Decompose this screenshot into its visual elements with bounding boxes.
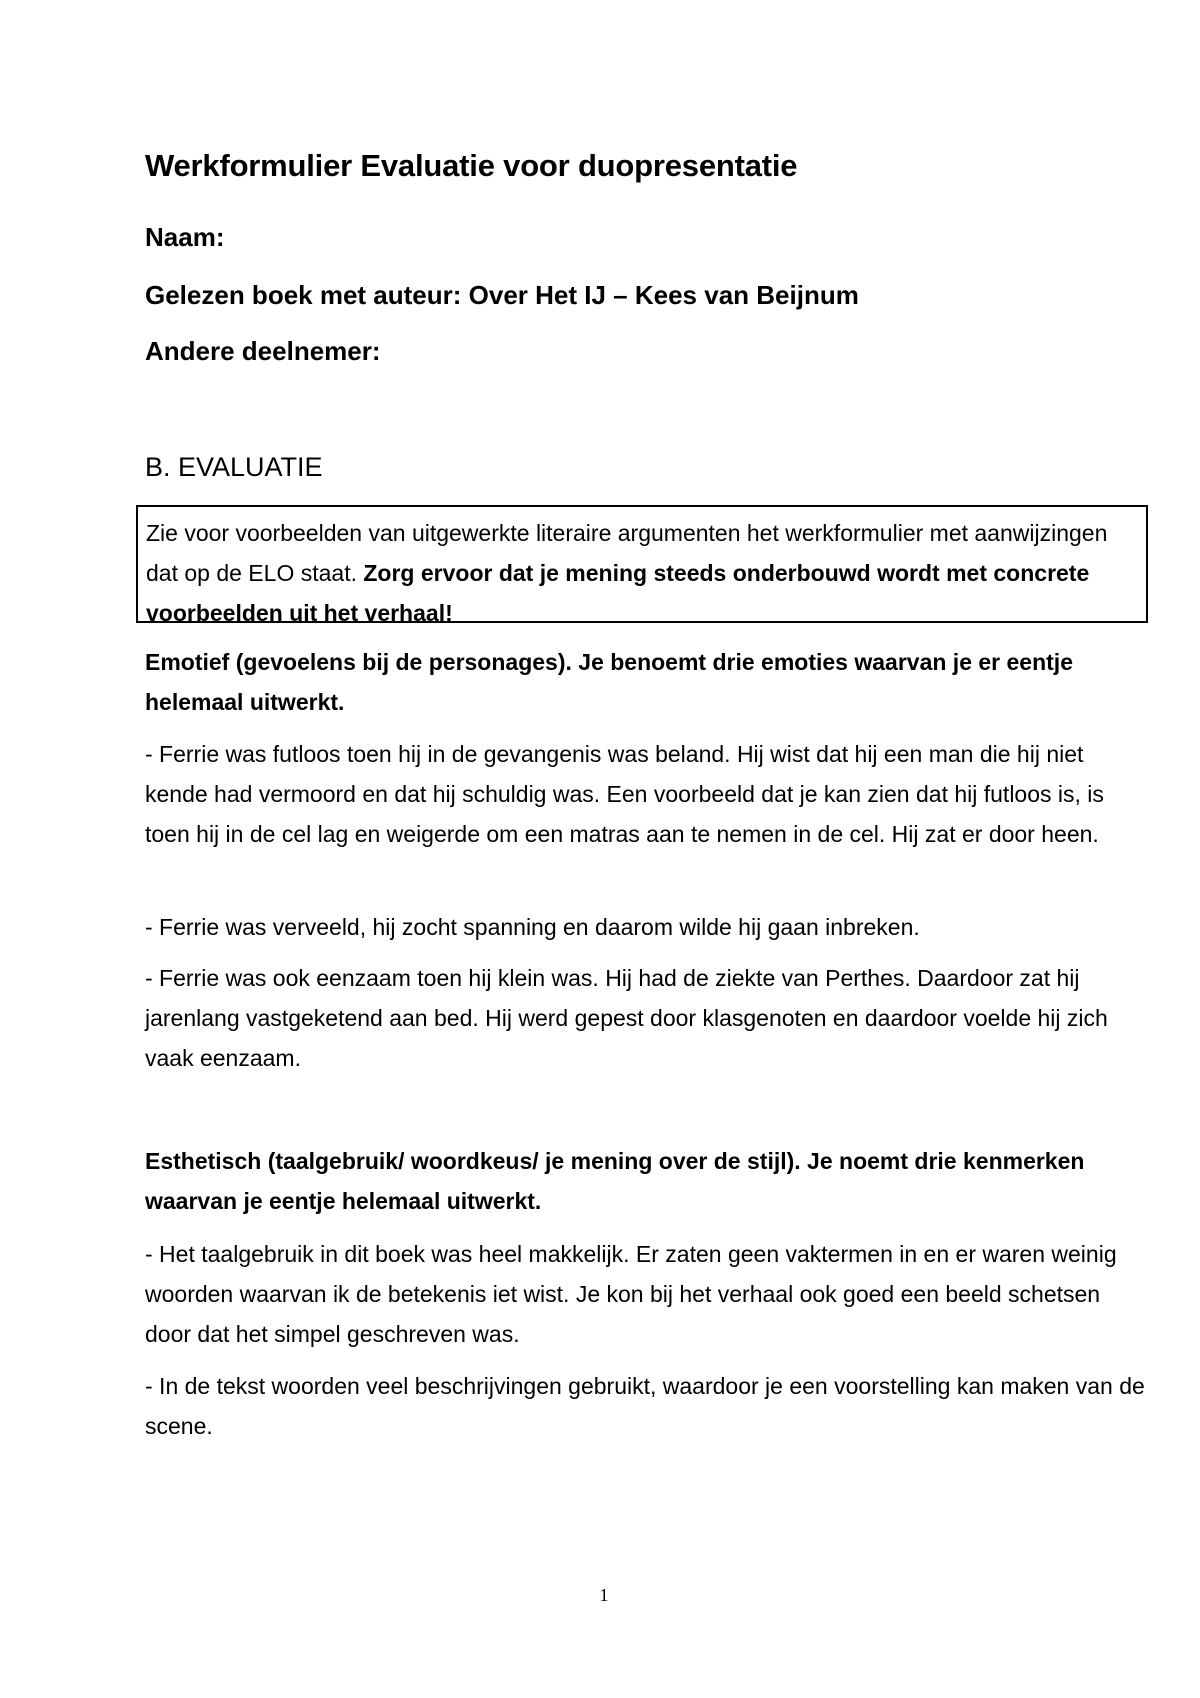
boek-value: Over Het IJ – Kees van Beijnum bbox=[468, 280, 859, 310]
section-heading: B. EVALUATIE bbox=[145, 452, 323, 482]
esthetisch-item: - Het taalgebruik in dit boek was heel makkelijk. Er zaten geen vaktermen in en er waren weinig woorden waarvan ik de betekenis iet wist. Je kon bij het verhaal ook goed een beeld schetsen door dat het simpel geschreven was. bbox=[145, 1241, 1117, 1347]
field-andere-deelnemer bbox=[145, 336, 381, 367]
emotief-item-block bbox=[145, 958, 1145, 1078]
document-title: Werkformulier Evaluatie voor duopresentatie bbox=[145, 148, 798, 183]
esthetisch-item: - In de tekst woorden veel beschrijvingen gebruikt, waardoor je een voorstelling kan maken van de scene. bbox=[145, 1373, 1145, 1439]
emotief-heading-block bbox=[145, 642, 1145, 722]
esthetisch-heading: Esthetisch (taalgebruik/ woordkeus/ je mening over de stijl). Je noemt drie kenmerken waarvan je eentje helemaal uitwerkt. bbox=[145, 1148, 1085, 1214]
emotief-item: - Ferrie was verveeld, hij zocht spanning en daarom wilde hij gaan inbreken. bbox=[145, 914, 920, 940]
esthetisch-item-block bbox=[145, 1366, 1145, 1446]
page-number: 1 bbox=[599, 1585, 609, 1605]
naam-label: Naam: bbox=[145, 222, 225, 252]
document-page bbox=[145, 0, 1145, 1698]
notice-box bbox=[136, 505, 1148, 626]
emotief-item-block bbox=[145, 734, 1145, 854]
notice-emphasis: Zorg ervoor dat je mening steeds onderbouwd wordt met concrete voorbeelden uit het verhaal! bbox=[146, 560, 1090, 626]
boek-label: Gelezen boek met auteur: bbox=[145, 280, 462, 310]
emotief-item: - Ferrie was futloos toen hij in de gevangenis was beland. Hij wist dat hij een man die hij niet kende had vermoord en dat hij schuldig was. Een voorbeeld dat je kan zien dat hij futloos is, is toen hij in de cel lag en weigerde om een matras aan te nemen in de cel. Hij zat er door heen. bbox=[145, 741, 1104, 847]
andere-label: Andere deelnemer: bbox=[145, 336, 381, 366]
emotief-item-block bbox=[145, 907, 1145, 947]
field-naam bbox=[145, 222, 224, 253]
notice-text: Zie voor voorbeelden van uitgewerkte literaire argumenten het werkformulier met aanwijzingen dat op de ELO staat. bbox=[146, 520, 1108, 586]
esthetisch-heading-block bbox=[145, 1141, 1145, 1221]
emotief-heading: Emotief (gevoelens bij de personages). Je benoemt drie emoties waarvan je er eentje helemaal uitwerkt. bbox=[145, 649, 1073, 715]
field-boek bbox=[145, 280, 859, 311]
esthetisch-item-block bbox=[145, 1234, 1145, 1354]
emotief-item: - Ferrie was ook eenzaam toen hij klein was. Hij had de ziekte van Perthes. Daardoor zat hij jarenlang vastgeketend aan bed. Hij werd gepest door klasgenoten en daardoor voelde hij zich vaak eenzaam. bbox=[145, 965, 1108, 1071]
